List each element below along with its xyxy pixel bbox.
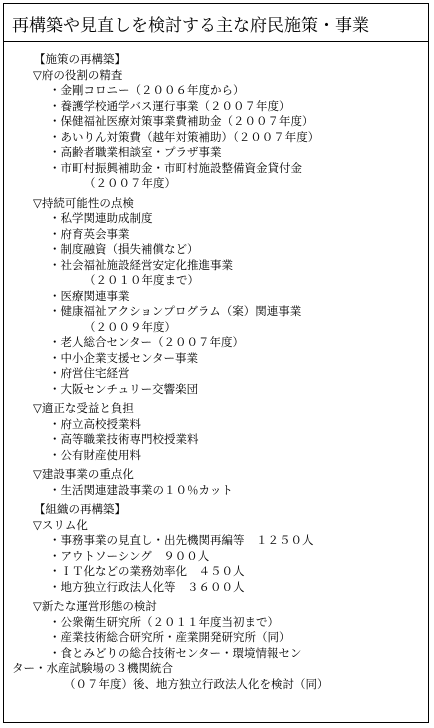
section-heading: 【施策の再構築】 — [34, 52, 126, 66]
list-item-continuation: ター・水産試験場の３機関統合 — [12, 661, 173, 675]
group-heading: ▽持続可能性の点検 — [33, 195, 134, 210]
list-item: ・社会福祉施設経営安定化推進事業 — [49, 257, 233, 272]
list-item-continuation: （０７年度）後、地方独立行政法人化を検討（同） — [64, 676, 329, 691]
list-item: ・高等職業技術専門校授業料 — [49, 432, 199, 446]
list-item: ・大阪センチュリー交響楽団 — [49, 381, 199, 396]
list-item: ・市町村振興補助金・市町村施設整備資金貸付金 — [49, 160, 302, 175]
group-heading: ▽スリム化 — [33, 517, 88, 532]
list-item: ・アウトソーシング ９００人 — [49, 548, 210, 563]
list-item-continuation: （２００９年度） — [84, 319, 176, 334]
list-item: ・事務事業の見直し・出先機関再編等 １２５０人 — [49, 533, 314, 547]
policy-list — [4, 52, 428, 692]
list-item: ・私学関連助成制度 — [49, 211, 153, 225]
list-item: ・生活関連建設事業の１０％カット — [49, 482, 233, 497]
list-item: ・府営住宅経営 — [49, 366, 130, 380]
list-item: ・ＩＴ化などの業務効率化 ４５０人 — [49, 564, 245, 578]
document-frame — [3, 3, 429, 723]
list-item: ・医療関連事業 — [49, 288, 130, 303]
list-item: ・老人総合センター（２００７年度） — [49, 335, 245, 349]
list-item: ・養護学校通学バス運行事業（２００７年度） — [49, 98, 291, 113]
list-item: ・地方独立行政法人化等 ３６００人 — [49, 579, 245, 594]
list-item: ・府立高校授業料 — [49, 416, 141, 431]
list-item: ・公有財産使用料 — [49, 447, 141, 462]
group-heading: ▽建設事業の重点化 — [33, 467, 134, 481]
group-heading: ▽新たな運営形態の検討 — [33, 599, 157, 613]
list-item: ・府育英会事業 — [49, 226, 130, 241]
list-item: ・公衆衛生研究所（２０１１年度当初まで） — [49, 614, 279, 629]
list-item: ・金剛コロニー（２００６年度から） — [49, 83, 245, 97]
group-heading: ▽適正な受益と負担 — [33, 401, 134, 415]
group-heading: ▽府の役割の精査 — [33, 67, 123, 82]
list-item: ・食とみどりの総合技術センター・環境情報セン — [49, 645, 302, 660]
section-heading: 【組織の再構築】 — [34, 502, 126, 516]
list-item: ・保健福祉医療対策事業費補助金（２００７年度） — [49, 114, 314, 128]
title-box — [4, 4, 428, 42]
page-title: 再構築や見直しを検討する主な府民施策・事業 — [12, 16, 369, 36]
list-item: ・中小企業支援センター事業 — [49, 350, 199, 365]
list-item: ・あいりん対策費（越年対策補助）（２００７年度） — [49, 129, 320, 144]
list-item-continuation: （２０１０年度まで） — [84, 273, 199, 287]
list-item: ・制度融資（損失補償など） — [49, 242, 199, 256]
list-item: ・健康福祉アクションプログラム（案）関連事業 — [49, 304, 302, 318]
list-item: ・産業技術総合研究所・産業開発研究所（同） — [49, 630, 291, 644]
list-item-continuation: （２００７年度） — [84, 176, 176, 190]
list-item: ・高齢者職業相談室・プラザ事業 — [49, 145, 222, 159]
